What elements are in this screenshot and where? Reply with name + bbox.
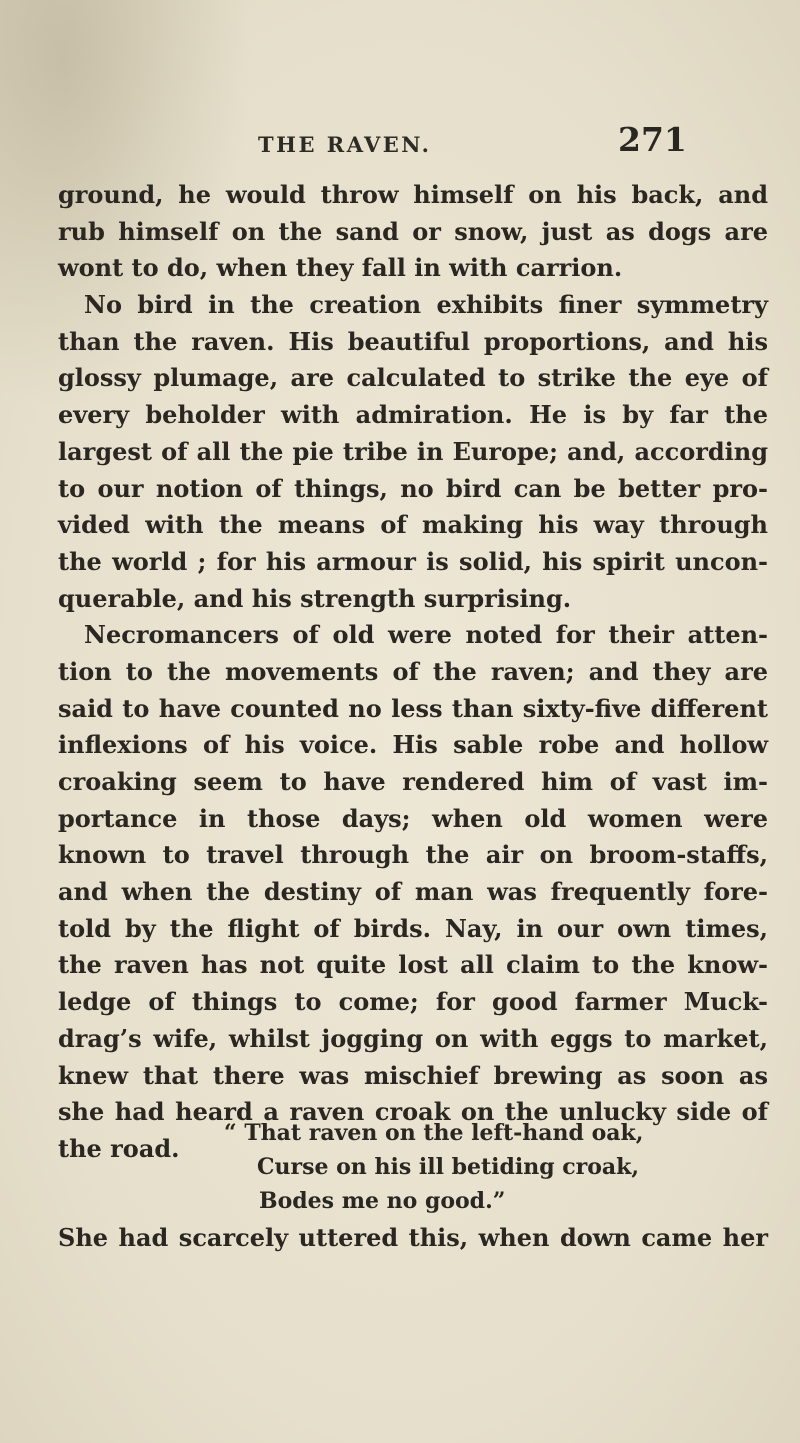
text-line: the raven has not quite lost all claim to the know- bbox=[58, 950, 768, 980]
verse-line: Curse on his ill betiding croak, bbox=[257, 1154, 640, 1180]
text-line: inflexions of his voice. His sable robe and hollow bbox=[58, 730, 768, 760]
page-number: 271 bbox=[618, 120, 687, 159]
text-line: portance in those days; when old women were bbox=[58, 803, 768, 833]
text-line: croaking seem to have rendered him of vast im- bbox=[58, 767, 768, 796]
text-line: tion to the movements of the raven; and they are bbox=[58, 656, 768, 686]
text-line: she had heard a raven croak on the unlucky side of bbox=[58, 1097, 768, 1127]
closing-line: She had scarcely uttered this, when down came her bbox=[58, 1223, 768, 1252]
text-line: ground, he would throw himself on his back, and bbox=[58, 180, 768, 209]
text-line: known to travel through the air on broom-staffs, bbox=[58, 840, 768, 870]
text-line: No bird in the creation exhibits finer symmetry bbox=[84, 290, 768, 320]
text-line: knew that there was mischief brewing as soon as bbox=[58, 1060, 768, 1090]
text-line: querable, and his strength surprising. bbox=[58, 583, 572, 613]
text-line: Necromancers of old were noted for their atten- bbox=[84, 620, 768, 650]
text-line: the world ; for his armour is solid, his spirit uncon- bbox=[58, 546, 768, 576]
text-line: largest of all the pie tribe in Europe; and, according bbox=[58, 436, 768, 466]
verse-line: Bodes me no good.” bbox=[259, 1188, 506, 1214]
page-header bbox=[0, 100, 800, 160]
text-line: vided with the means of making his way through bbox=[58, 510, 768, 540]
text-line: said to have counted no less than sixty-five different bbox=[58, 693, 768, 723]
text-line: and when the destiny of man was frequently fore- bbox=[58, 877, 768, 907]
text-line: drag’s wife, whilst jogging on with eggs to market, bbox=[58, 1023, 768, 1053]
text-line: glossy plumage, are calculated to strike the eye of bbox=[58, 363, 768, 393]
verse-line: “ That raven on the left-hand oak, bbox=[224, 1120, 644, 1146]
text-line: rub himself on the sand or snow, just as dogs are bbox=[58, 216, 768, 246]
text-line: told by the flight of birds. Nay, in our own times, bbox=[58, 913, 768, 943]
text-line: ledge of things to come; for good farmer Muck- bbox=[58, 987, 768, 1017]
text-line: the road. bbox=[58, 1133, 180, 1163]
text-line: every beholder with admiration. He is by far the bbox=[58, 400, 768, 430]
text-line: than the raven. His beautiful proportions, and his bbox=[58, 326, 768, 356]
running-head: THE RAVEN. bbox=[258, 132, 432, 157]
text-line: wont to do, when they fall in with carrion. bbox=[58, 253, 623, 283]
text-line: to our notion of things, no bird can be better pro- bbox=[58, 473, 768, 503]
body-text bbox=[58, 177, 768, 1168]
